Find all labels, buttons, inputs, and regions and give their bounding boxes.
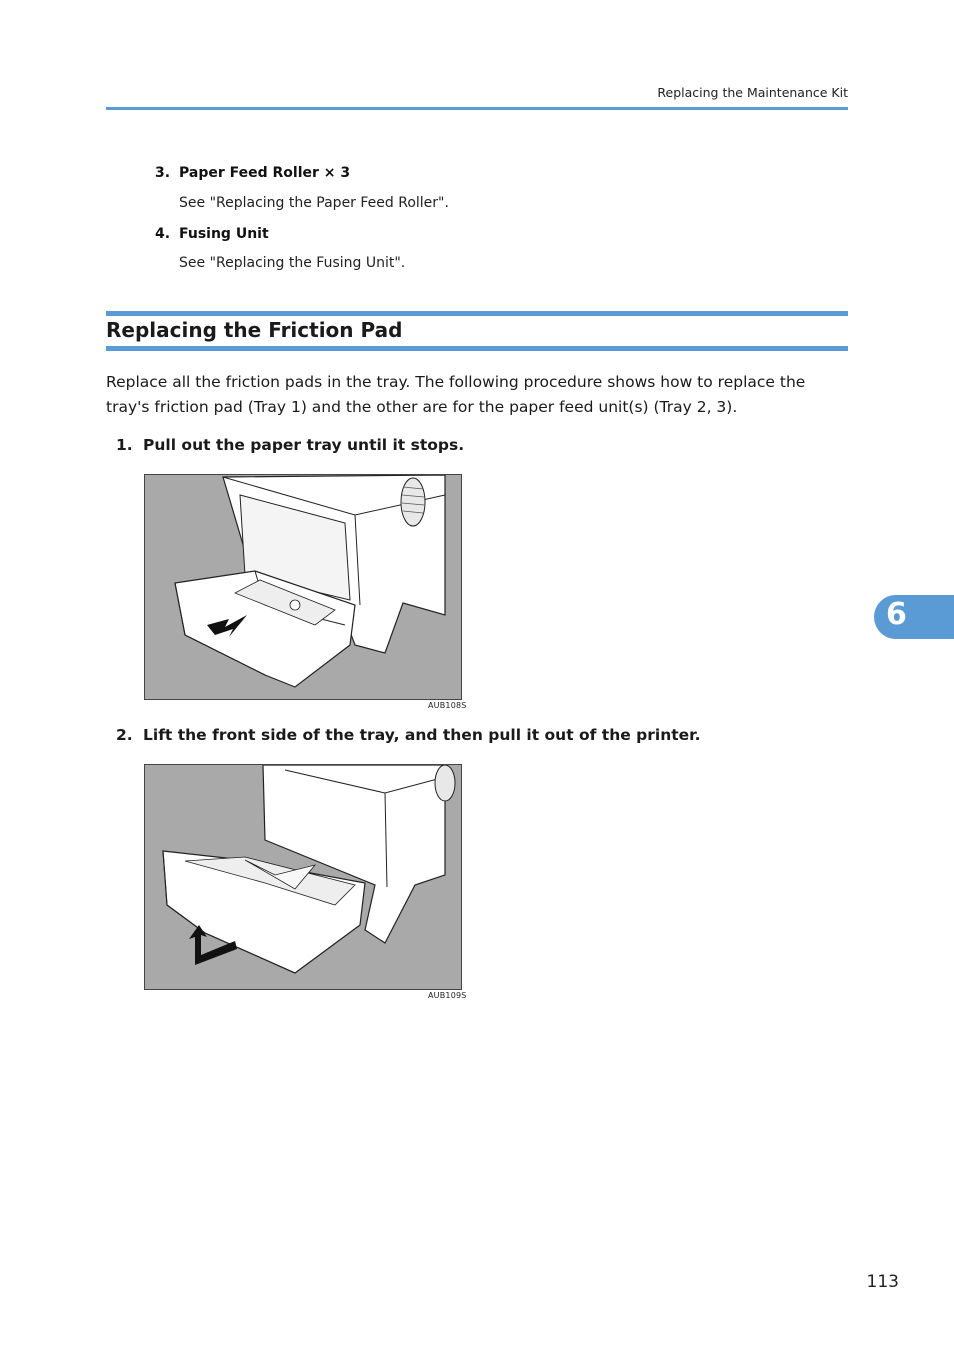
page-number: 113 [866,1272,899,1292]
procedure-step-1 [116,436,464,454]
parts-item-title: Fusing Unit [179,226,269,242]
figure-code: AUB109S [428,991,467,1000]
section-top-rule [106,311,848,316]
section-bottom-rule [106,346,848,351]
running-header: Replacing the Maintenance Kit [657,85,848,100]
parts-item-4 [155,226,269,242]
section-title: Replacing the Friction Pad [106,318,403,342]
section-intro: Replace all the friction pads in the tray. The following procedure shows how to replace the tray's friction pad (Tray 1) and the other are for the paper feed unit(s) (Tray 2, 3). [106,373,806,416]
parts-item-number: 3. [155,165,171,181]
step-number: 1. [116,436,133,454]
step-text: Lift the front side of the tray, and then pull it out of the printer. [143,726,701,744]
parts-item-number: 4. [155,226,171,242]
figure-code: AUB108S [428,701,467,710]
parts-item-note: See "Replacing the Fusing Unit". [179,255,406,271]
header-rule [106,107,848,110]
chapter-tab [874,595,954,639]
parts-item-title: Paper Feed Roller × 3 [179,165,351,181]
step-number: 2. [116,726,133,744]
chapter-number: 6 [886,597,907,632]
printer-tray-illustration-1 [145,475,461,699]
figure-pull-out-tray [144,474,462,700]
figure-remove-tray [144,764,462,990]
printer-tray-illustration-2 [145,765,461,989]
parts-item-3 [155,165,350,181]
step-text: Pull out the paper tray until it stops. [143,436,465,454]
procedure-step-2 [116,726,700,744]
parts-item-note: See "Replacing the Paper Feed Roller". [179,195,449,211]
